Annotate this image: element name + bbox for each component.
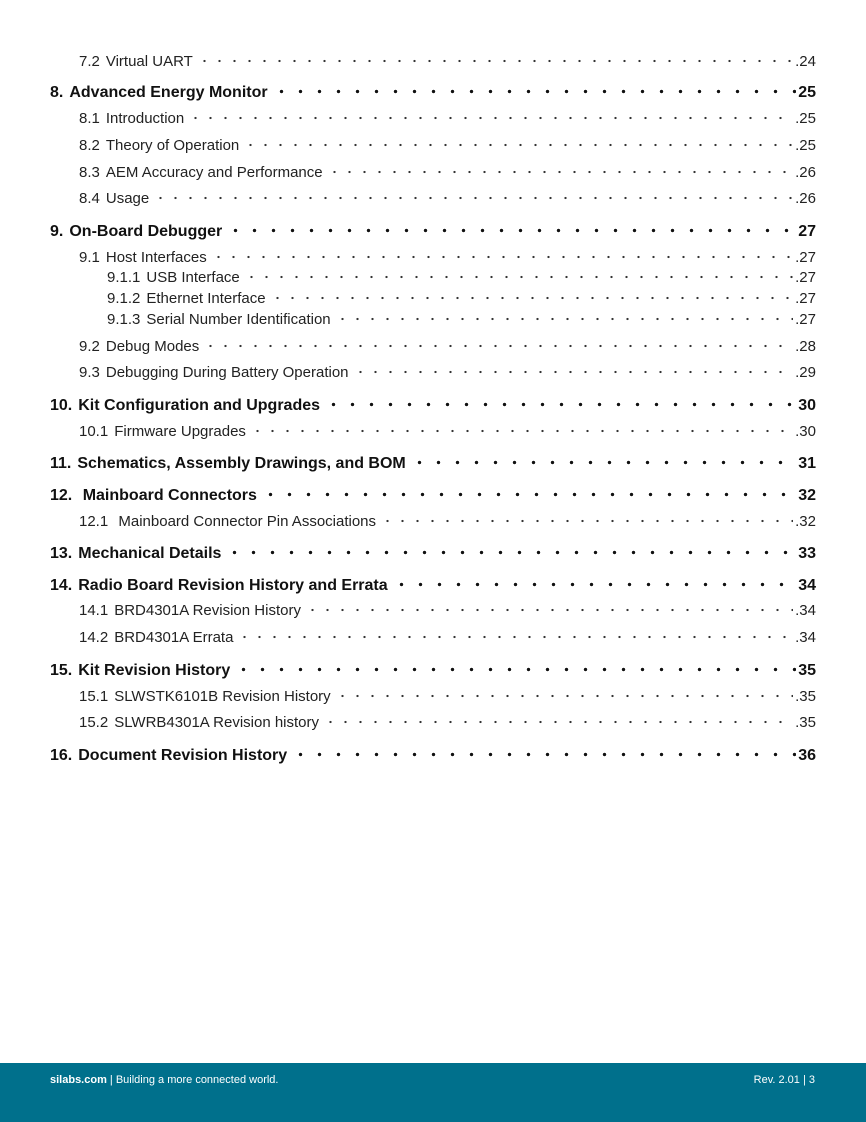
dot-leader [392,571,797,587]
toc-entry-number: 8. [50,84,64,101]
toc-entry[interactable] [50,51,816,71]
dot-leader [410,449,796,465]
toc-entry-title: Document Revision History [78,747,288,764]
toc-entry-title: SLWRB4301A Revision history [114,714,320,731]
toc-entry-title: Theory of Operation [105,137,240,154]
toc-entry-title: BRD4301A Revision History [114,602,301,619]
toc-entry-title: Firmware Upgrades [114,423,246,440]
toc-entry-title: AEM Accuracy and Performance [105,164,323,181]
toc-entry-number: 8.4 [79,190,100,207]
toc-entry[interactable] [50,309,816,329]
dot-leader [335,683,793,698]
dot-leader [291,741,796,757]
toc-entry-title: Usage [105,190,150,207]
toc-entry-title: Virtual UART [105,53,193,70]
dot-leader [335,306,794,321]
toc-entry-title: Debug Modes [105,338,200,355]
toc-entry[interactable] [50,659,816,680]
toc-entry[interactable] [50,362,816,382]
toc-entry-number: 13. [50,545,73,562]
toc-entry-page: .27 [795,249,816,266]
toc-entry[interactable] [50,135,816,155]
footer-site-link[interactable]: silabs.com [50,1074,107,1086]
toc-entry-number: 8.3 [79,164,100,181]
toc-entry-page: .34 [795,602,816,619]
toc-entry-title: Radio Board Revision History and Errata [78,577,388,594]
toc-entry-number: 9.1 [79,249,100,266]
toc-entry-page: .27 [795,269,816,286]
toc-entry-page: .27 [795,311,816,328]
toc-entry-page: .35 [795,688,816,705]
dot-leader [237,624,793,639]
dot-leader [203,333,793,348]
toc-entry-page: .28 [795,338,816,355]
toc-entry-title: Host Interfaces [105,249,207,266]
toc-entry-page: .27 [795,290,816,307]
dot-leader [211,244,793,259]
dot-leader [197,48,793,63]
toc-entry[interactable] [50,542,816,563]
toc-entry-number: 14. [50,577,73,594]
dot-leader [244,264,793,279]
toc-entry[interactable] [50,627,816,647]
toc-entry-title: SLWSTK6101B Revision History [114,688,331,705]
footer-tagline [50,1074,278,1086]
toc-entry-page: 34 [798,577,816,594]
toc-entry-number: 16. [50,747,73,764]
toc-entry[interactable] [50,162,816,182]
toc-entry-page: 30 [798,397,816,414]
toc-entry-number: 8.2 [79,137,100,154]
dot-leader [353,359,794,374]
toc-entry-number: 8.1 [79,110,100,127]
toc-entry[interactable] [50,188,816,208]
toc-entry-page: .32 [795,513,816,530]
toc-entry-page: .25 [795,137,816,154]
toc-entry-number: 10.1 [79,423,109,440]
dot-leader [272,78,797,94]
toc-entry[interactable] [50,421,816,441]
footer-revision: Rev. 2.01 | 3 [753,1074,815,1086]
toc-entry[interactable] [50,686,816,706]
toc-entry[interactable] [50,452,816,473]
toc-entry-title: Mechanical Details [78,545,222,562]
toc-entry-page: .29 [795,364,816,381]
dot-leader [261,481,796,497]
toc-entry-title: Kit Revision History [78,662,231,679]
toc-entry-number: 15.2 [79,714,109,731]
toc-entry-number: 14.1 [79,602,109,619]
toc-entry-page: 25 [798,84,816,101]
toc-entry[interactable] [50,600,816,620]
toc-entry-page: 27 [798,223,816,240]
toc-entry[interactable] [50,108,816,128]
toc-entry-number: 9. [50,223,64,240]
dot-leader [250,418,793,433]
toc-entry-page: .26 [795,164,816,181]
toc-entry-title: Schematics, Assembly Drawings, and BOM [77,455,406,472]
toc-entry-number: 9.1.3 [107,311,141,328]
dot-leader [323,709,793,724]
toc-entry[interactable] [50,511,816,531]
dot-leader [225,539,796,555]
toc-entry-number: 9.1.1 [107,269,141,286]
toc-entry[interactable] [50,81,816,102]
toc-entry-title: Mainboard Connector Pin Associations [114,513,377,530]
dot-leader [153,185,793,200]
toc-entry-page: 35 [798,662,816,679]
toc-entry[interactable] [50,484,816,505]
toc-entry-page: 33 [798,545,816,562]
toc-entry-number: 10. [50,397,73,414]
dot-leader [305,597,793,612]
toc-entry-number: 11. [50,455,72,472]
toc-entry-page: .35 [795,714,816,731]
dot-leader [380,508,793,523]
toc-entry-number: 15.1 [79,688,109,705]
toc-entry-number: 12. [50,487,73,504]
toc-entry-number: 14.2 [79,629,109,646]
dot-leader [234,656,796,672]
toc-entry-number: 12.1 [79,513,109,530]
toc-entry-page: .30 [795,423,816,440]
toc-entry[interactable] [50,394,816,415]
toc-entry-title: Advanced Energy Monitor [69,84,268,101]
toc-entry-page: .34 [795,629,816,646]
toc-entry-page: .25 [795,110,816,127]
toc-entry-number: 15. [50,662,73,679]
dot-leader [327,159,794,174]
toc-entry-page: 36 [798,747,816,764]
toc-entry-number: 9.1.2 [107,290,141,307]
toc-entry-title: Debugging During Battery Operation [105,364,349,381]
toc-entry-page: .26 [795,190,816,207]
toc-entry[interactable] [50,744,816,765]
toc-entry-title: Kit Configuration and Upgrades [78,397,321,414]
toc-entry-page: 31 [798,455,816,472]
footer-tagline-text: | Building a more connected world. [106,1074,279,1086]
toc-entry-page: .24 [795,53,816,70]
dot-leader [324,391,796,407]
toc-entry-page: 32 [798,487,816,504]
toc-entry[interactable] [50,220,816,241]
toc-entry-title: USB Interface [146,269,240,286]
toc-entry-number: 9.2 [79,338,100,355]
toc-entry[interactable] [50,267,816,287]
toc-entry-title: BRD4301A Errata [114,629,234,646]
page-footer [0,1063,866,1122]
toc-entry[interactable] [50,336,816,356]
toc-entry[interactable] [50,712,816,732]
dot-leader [188,105,793,120]
toc-entry-title: On-Board Debugger [69,223,223,240]
toc-entry-title: Mainboard Connectors [78,487,257,504]
toc-entry-number: 9.3 [79,364,100,381]
toc-entry-title: Introduction [105,110,185,127]
toc-entry-number: 7.2 [79,53,100,70]
dot-leader [226,217,796,233]
toc-entry-title: Ethernet Interface [146,290,266,307]
dot-leader [243,132,793,147]
toc-entry-title: Serial Number Identification [146,311,331,328]
dot-leader [270,285,794,300]
toc-entry[interactable] [50,574,816,595]
toc-entry[interactable] [50,288,816,308]
